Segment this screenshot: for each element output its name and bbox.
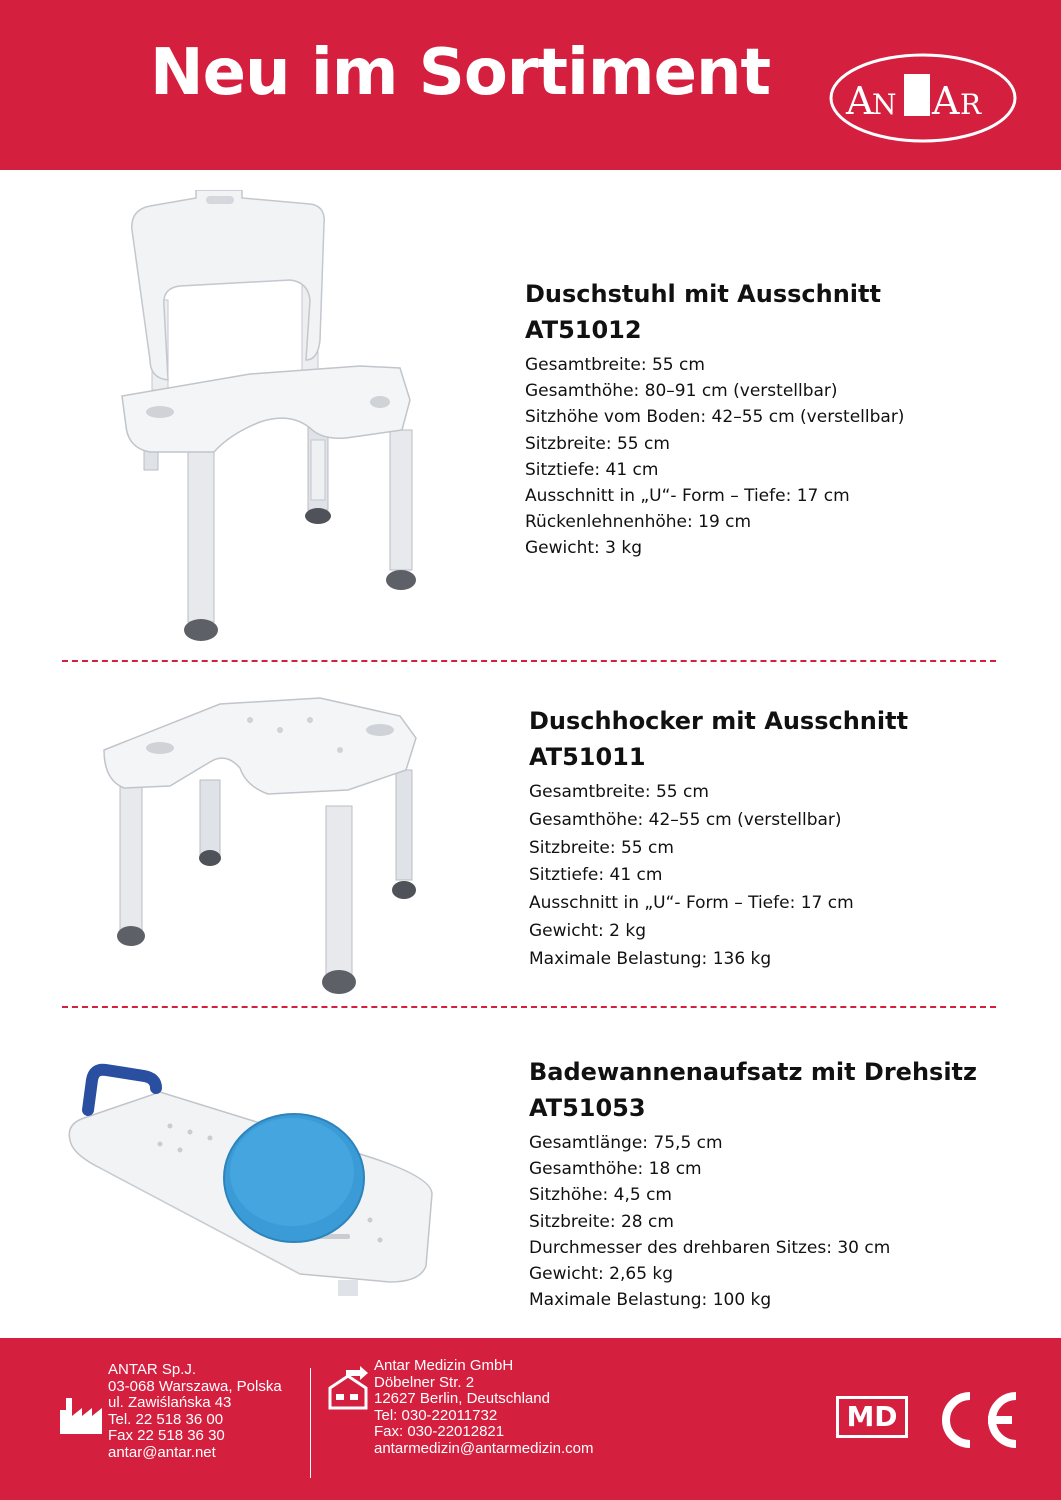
spec-line: Maximale Belastung: 100 kg	[529, 1290, 772, 1311]
product-name: Badewannenaufsatz mit Drehsitz	[529, 1058, 977, 1086]
spec-line: Rückenlehnenhöhe: 19 cm	[525, 512, 752, 533]
product-1-details	[525, 276, 904, 562]
product-name: Duschhocker mit Ausschnitt	[529, 707, 909, 735]
footer-separator	[310, 1368, 311, 1478]
spec-line: Gesamthöhe: 80–91 cm (verstellbar)	[525, 381, 838, 402]
product-code: AT51011	[529, 743, 646, 771]
spec-line: Gewicht: 2 kg	[529, 920, 647, 941]
section-divider	[62, 660, 996, 662]
spec-line: Gewicht: 2,65 kg	[529, 1264, 674, 1285]
address-line: Döbelner Str. 2	[374, 1373, 475, 1391]
address-poland	[108, 1362, 282, 1461]
spec-line: Gesamthöhe: 18 cm	[529, 1159, 702, 1180]
page-title: Neu im Sortiment	[150, 36, 771, 110]
email-link[interactable]: antarmedizin@antarmedizin.com	[374, 1439, 594, 1457]
spec-line: Sitzbreite: 55 cm	[529, 837, 674, 858]
footer-banner	[0, 1338, 1061, 1500]
spec-line: Sitzbreite: 28 cm	[529, 1211, 674, 1232]
md-badge: MD	[836, 1396, 908, 1438]
address-line: Tel: 030-22011732	[374, 1406, 498, 1424]
spec-line: Gesamtbreite: 55 cm	[529, 782, 709, 802]
ce-mark-icon	[928, 1388, 1024, 1452]
spec-line: Maximale Belastung: 136 kg	[529, 948, 772, 969]
product-3-details	[529, 1054, 977, 1313]
svg-text:A: A	[932, 79, 960, 123]
spec-line: Gesamthöhe: 42–55 cm (verstellbar)	[529, 809, 842, 830]
distribution-house-icon	[326, 1366, 370, 1410]
header-banner	[0, 0, 1061, 170]
spec-line: Ausschnitt in „U“- Form – Tiefe: 17 cm	[529, 893, 854, 914]
product-name: Duschstuhl mit Ausschnitt	[525, 280, 881, 308]
address-line: Antar Medizin GmbH	[374, 1357, 514, 1374]
spec-line: Sitzbreite: 55 cm	[525, 433, 670, 454]
spec-line: Ausschnitt in „U“- Form – Tiefe: 17 cm	[525, 486, 850, 507]
spec-line: Gesamtbreite: 55 cm	[525, 355, 705, 375]
address-germany	[374, 1358, 594, 1457]
section-divider	[62, 1006, 996, 1008]
spec-line: Sitztiefe: 41 cm	[529, 865, 663, 886]
address-line: 12627 Berlin, Deutschland	[374, 1390, 550, 1407]
address-line: Fax 22 518 36 30	[108, 1427, 225, 1444]
address-line: ul. Zawiślańska 43	[108, 1394, 232, 1411]
factory-icon	[58, 1396, 104, 1436]
product-code: AT51053	[529, 1094, 646, 1122]
shower-chair-image	[110, 190, 490, 660]
spec-line: Gewicht: 3 kg	[525, 538, 643, 559]
address-line: 03-068 Warszawa, Polska	[108, 1377, 282, 1395]
product-2-details	[529, 703, 908, 974]
spec-line: Sitzhöhe vom Boden: 42–55 cm (verstellbar)	[525, 407, 905, 428]
address-line: Fax: 030-22012821	[374, 1423, 505, 1440]
spec-line: Sitzhöhe: 4,5 cm	[529, 1185, 672, 1206]
spec-line: Gesamtlänge: 75,5 cm	[529, 1133, 723, 1153]
svg-text:A: A	[846, 79, 874, 123]
email-link[interactable]: antar@antar.net	[108, 1443, 216, 1461]
spec-line: Sitztiefe: 41 cm	[525, 459, 659, 480]
svg-text:N: N	[872, 88, 897, 121]
address-line: ANTAR Sp.J.	[108, 1361, 197, 1378]
shower-stool-image	[100, 690, 430, 1010]
bath-board-image	[60, 1060, 440, 1300]
svg-text:R: R	[960, 88, 982, 121]
product-code: AT51012	[525, 316, 642, 344]
address-line: Tel. 22 518 36 00	[108, 1410, 224, 1428]
spec-line: Durchmesser des drehbaren Sitzes: 30 cm	[529, 1237, 891, 1258]
antar-logo	[828, 52, 1018, 144]
